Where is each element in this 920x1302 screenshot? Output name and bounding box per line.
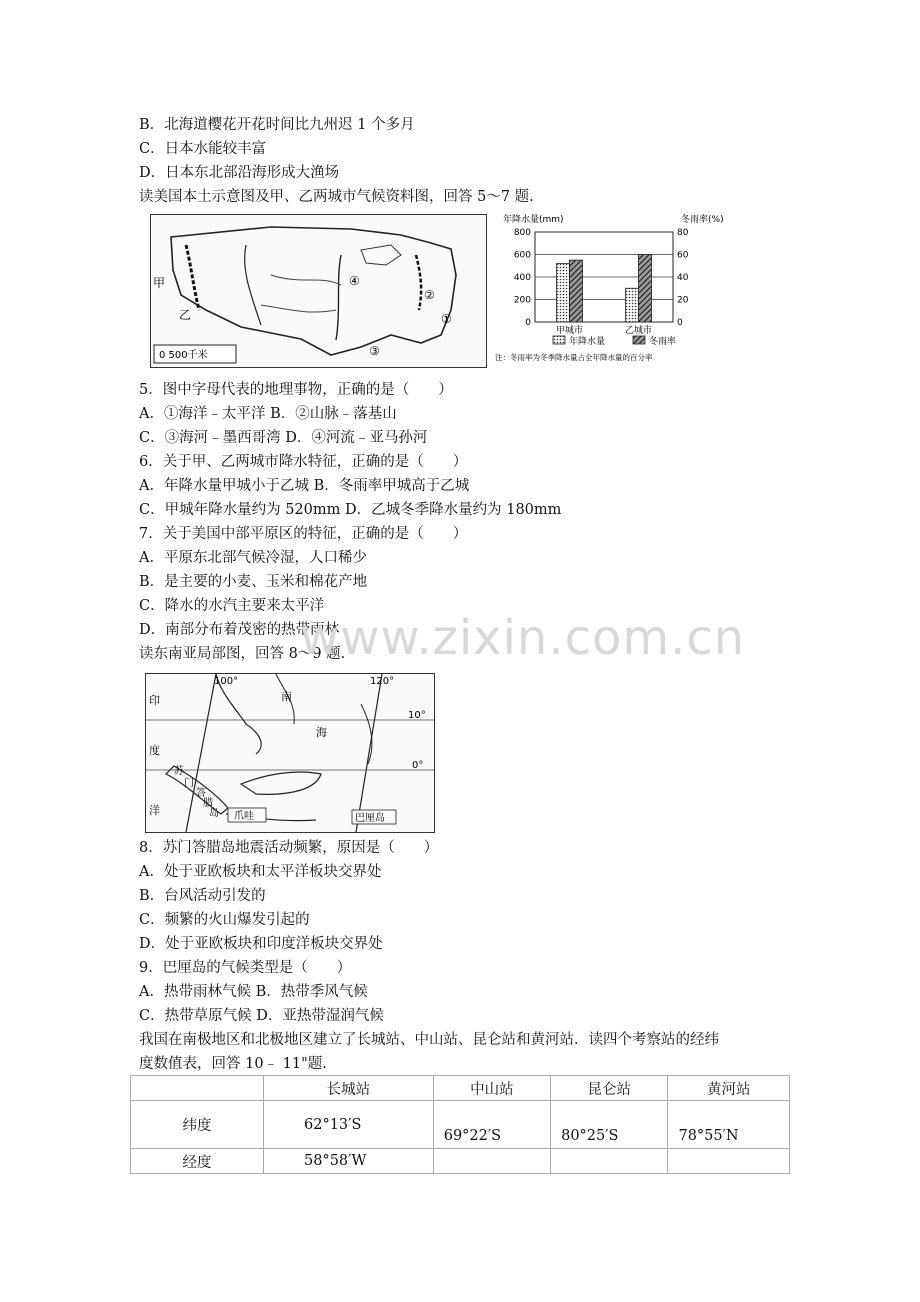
watermark: www.zixin.com.cn [300,610,746,666]
table-row [131,1149,790,1174]
label-2: ② [424,288,435,302]
y-tick-right: 60 [677,250,689,261]
legend-precip: 年降水量 [569,337,606,347]
y-tick-left: 200 [513,295,531,306]
sea-label-nan: 南 [281,690,292,703]
q6-options-ab: A．年降水量甲城小于乙城 B．冬雨率甲城高于乙城 [139,478,470,494]
sea-label-10: 10° [408,710,426,721]
sea-label-da: 答 [196,788,206,799]
table-cell: 经度 [131,1149,264,1174]
q8-option-c: C．频繁的火山爆发引起的 [139,912,310,928]
bar-precip [557,264,570,323]
sea-label-yang: 洋 [149,804,160,817]
x-tick-label: 甲城市 [555,326,584,336]
q7-option-c: C．降水的水汽主要来太平洋 [139,598,325,614]
q5-stem: 5．图中字母代表的地理事物，正确的是（ ） [139,382,453,398]
y-tick-right: 40 [677,273,689,283]
label-yi: 乙 [179,308,192,322]
southeast-asia-map [145,673,435,833]
chart-ylabel-right: 冬雨率(%) [681,215,724,225]
table-header-cell [131,1076,264,1101]
bar-winter-rate [639,255,652,323]
q8-option-d: D．处于亚欧板块和印度洋板块交界处 [139,936,383,952]
intro-stations-1: 我国在南极地区和北极地区建立了长城站、中山站、昆仑站和黄河站．读四个考察站的经纬 [139,1032,719,1048]
table-row [131,1101,790,1149]
table-header-cell: 中山站 [433,1076,550,1101]
map-scale: 0 500千米 [159,350,208,361]
q6-options-cd: C．甲城年降水量约为 520mm D．乙城冬季降水量约为 180mm [139,502,562,518]
y-tick-right: 0 [677,318,683,328]
option-c-hydro: C．日本水能较丰富 [139,141,267,157]
table-cell: 78°55′N [668,1101,790,1149]
sea-label-dao: 岛 [209,808,219,819]
y-tick-left: 800 [513,228,531,238]
q7-option-a: A．平原东北部气候冷湿，人口稀少 [139,550,367,566]
bar-precip [626,288,639,322]
q7-option-b: B．是主要的小麦、玉米和棉花产地 [139,574,368,590]
sea-label-su: 苏 [174,766,184,777]
table-cell: 69°22′S [433,1101,550,1149]
intro-usa: 读美国本土示意图及甲、乙两城市气候资料图，回答 5～7 题. [139,189,534,205]
sea-label-120: 120° [370,676,395,687]
y-tick-left: 400 [513,273,531,283]
stations-table [130,1075,790,1174]
label-4: ④ [349,274,360,288]
sea-label-men: 门 [184,778,194,789]
sea-label-100: 100° [214,676,239,687]
table-header-cell: 黄河站 [668,1076,790,1101]
label-1: ① [441,312,452,326]
table-header-row [131,1076,790,1101]
sea-label-la: 腊 [203,798,213,809]
q8-stem: 8．苏门答腊岛地震活动频繁，原因是（ ） [139,840,439,856]
climate-chart [493,212,733,372]
sea-label-bali: 巴厘岛 [355,813,385,824]
q5-options-ab: A．①海洋﹣太平洋 B．②山脉﹣落基山 [139,406,397,422]
sea-label-du: 度 [149,744,160,757]
table-cell [551,1149,668,1174]
intro-sea: 读东南亚局部图，回答 8～9 题. [139,646,346,662]
option-d-fishing: D．日本东北部沿海形成大渔场 [139,165,340,181]
label-3: ③ [369,344,380,358]
q5-options-cd: C．③海河﹣墨西哥湾 D．④河流﹣亚马孙河 [139,430,428,446]
intro-stations-2: 度数值表，回答 10﹣ 11"题. [139,1056,327,1072]
y-tick-left: 600 [513,250,531,261]
x-tick-label: 乙城市 [624,326,653,336]
y-tick-right: 80 [677,228,689,238]
q9-options-ab: A．热带雨林气候 B．热带季风气候 [139,984,368,1000]
table-cell: 62°13′S [264,1101,434,1149]
table-cell: 58°58′W [264,1149,434,1174]
y-tick-right: 20 [677,295,689,306]
q7-stem: 7．关于美国中部平原区的特征，正确的是（ ） [139,526,468,542]
table-cell: 纬度 [131,1101,264,1149]
q9-options-cd: C．热带草原气候 D．亚热带湿润气候 [139,1008,384,1024]
q8-option-b: B．台风活动引发的 [139,888,266,904]
chart-note: 注：冬雨率为冬季降水量占全年降水量的百分率 [495,353,653,362]
q8-option-a: A．处于亚欧板块和太平洋板块交界处 [139,864,382,880]
sea-label-0: 0° [412,760,424,771]
y-tick-left: 0 [525,318,531,328]
label-jia: 甲 [153,276,166,290]
legend-winter-rate: 冬雨率 [649,337,677,347]
sea-label-java: 爪哇 [234,811,254,822]
bar-winter-rate [570,260,583,322]
option-b-hokkaido: B．北海道樱花开花时间比九州迟 1 个多月 [139,117,415,133]
q6-stem: 6．关于甲、乙两城市降水特征，正确的是（ ） [139,454,468,470]
chart-ylabel-left: 年降水量(mm) [503,215,564,225]
table-header-cell: 昆仑站 [551,1076,668,1101]
usa-map [150,214,487,368]
q9-stem: 9．巴厘岛的气候类型是（ ） [139,960,352,976]
sea-label-hai: 海 [316,726,327,739]
table-cell: 80°25′S [551,1101,668,1149]
table-cell [433,1149,550,1174]
table-header-cell: 长城站 [264,1076,434,1101]
table-cell [668,1149,790,1174]
sea-label-yin: 印 [149,694,160,707]
q7-option-d: D．南部分布着茂密的热带雨林 [139,622,340,638]
